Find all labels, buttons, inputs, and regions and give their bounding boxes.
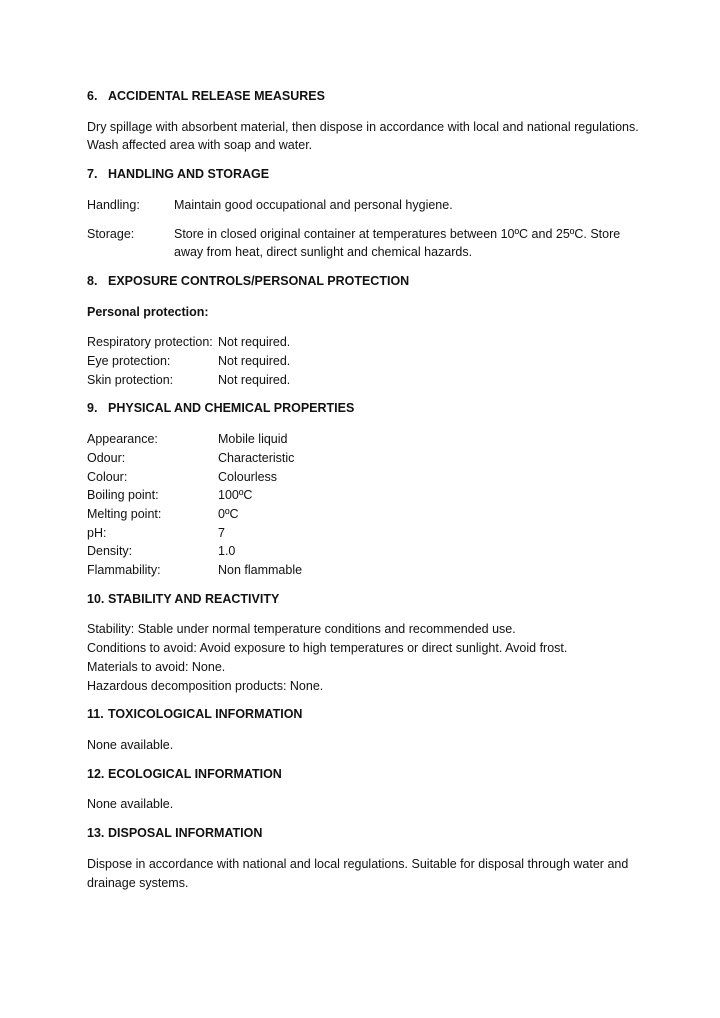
section-6-title: ACCIDENTAL RELEASE MEASURES bbox=[108, 89, 325, 103]
protection-row bbox=[87, 352, 647, 371]
section-12-text: None available. bbox=[87, 797, 174, 812]
section-13-title: DISPOSAL INFORMATION bbox=[108, 826, 263, 841]
storage-row bbox=[87, 225, 647, 262]
protection-row bbox=[87, 371, 647, 390]
protection-label: Eye protection: bbox=[87, 354, 171, 369]
section-12-heading bbox=[87, 765, 647, 784]
section-11-number: 11. bbox=[87, 707, 104, 722]
section-6-line-1: Dry spillage with absorbent material, then dispose in accordance with local and national regulations. bbox=[87, 119, 639, 134]
section-10-number: 10. bbox=[87, 591, 105, 606]
property-value: 100ºC bbox=[218, 488, 253, 503]
property-label: Flammability: bbox=[87, 563, 161, 578]
personal-protection-subheading: Personal protection: bbox=[87, 304, 209, 319]
property-row bbox=[87, 468, 647, 487]
handling-row bbox=[87, 196, 647, 215]
protection-value: Not required. bbox=[218, 372, 291, 387]
property-label: Density: bbox=[87, 544, 133, 559]
property-value: Colourless bbox=[218, 469, 278, 484]
section-12-title: ECOLOGICAL INFORMATION bbox=[108, 766, 282, 781]
handling-label: Handling: bbox=[87, 197, 140, 212]
property-row bbox=[87, 486, 647, 505]
section-8-title: EXPOSURE CONTROLS/PERSONAL PROTECTION bbox=[108, 273, 410, 288]
protection-value: Not required. bbox=[218, 354, 291, 369]
property-value: 0ºC bbox=[218, 506, 239, 521]
handling-value: Maintain good occupational and personal hygiene. bbox=[174, 197, 453, 212]
section-6-line-2: Wash affected area with soap and water. bbox=[87, 138, 313, 153]
section-13-number: 13. bbox=[87, 826, 105, 841]
property-row bbox=[87, 542, 647, 561]
property-row bbox=[87, 505, 647, 524]
property-label: Odour: bbox=[87, 450, 126, 465]
section-10-heading bbox=[87, 590, 647, 609]
storage-value-line-2: away from heat, direct sunlight and chemical hazards. bbox=[174, 245, 473, 260]
section-9-title: PHYSICAL AND CHEMICAL PROPERTIES bbox=[108, 401, 355, 416]
property-row bbox=[87, 524, 647, 543]
property-value: 1.0 bbox=[218, 544, 236, 559]
section-8-number: 8. bbox=[87, 273, 98, 288]
section-7-title: HANDLING AND STORAGE bbox=[108, 167, 270, 182]
section-6-heading bbox=[87, 87, 647, 106]
property-label: Appearance: bbox=[87, 432, 158, 447]
storage-label: Storage: bbox=[87, 226, 135, 241]
decomposition-line: Hazardous decomposition products: None. bbox=[87, 678, 324, 693]
materials-line: Materials to avoid: None. bbox=[87, 659, 226, 674]
protection-value: Not required. bbox=[218, 335, 291, 350]
conditions-line: Conditions to avoid: Avoid exposure to high temperatures or direct sunlight. Avoid frost. bbox=[87, 641, 568, 656]
property-row bbox=[87, 449, 647, 468]
property-label: Melting point: bbox=[87, 506, 162, 521]
property-row bbox=[87, 430, 647, 449]
property-label: Boiling point: bbox=[87, 488, 159, 503]
section-13-line-2: drainage systems. bbox=[87, 875, 189, 890]
property-label: Colour: bbox=[87, 469, 128, 484]
property-value: Mobile liquid bbox=[218, 432, 288, 447]
section-11-text: None available. bbox=[87, 737, 174, 752]
property-value: Non flammable bbox=[218, 563, 303, 578]
property-value: Characteristic bbox=[218, 450, 295, 465]
protection-label: Skin protection: bbox=[87, 372, 174, 387]
property-value: 7 bbox=[218, 525, 225, 540]
section-9-number: 9. bbox=[87, 401, 98, 416]
document-page bbox=[87, 87, 647, 892]
section-8-heading bbox=[87, 272, 647, 291]
section-9-heading bbox=[87, 399, 647, 418]
section-13-heading bbox=[87, 824, 647, 843]
section-11-heading bbox=[87, 705, 647, 724]
section-10-title: STABILITY AND REACTIVITY bbox=[108, 591, 280, 606]
section-11-title: TOXICOLOGICAL INFORMATION bbox=[108, 707, 303, 722]
protection-row bbox=[87, 333, 647, 352]
storage-value-line-1: Store in closed original container at temperatures between 10ºC and 25ºC. Store bbox=[174, 226, 621, 241]
section-13-line-1: Dispose in accordance with national and local regulations. Suitable for disposal through water and bbox=[87, 856, 629, 871]
section-7-heading bbox=[87, 165, 647, 184]
protection-label: Respiratory protection: bbox=[87, 335, 213, 350]
property-row bbox=[87, 561, 647, 580]
section-6-number: 6. bbox=[87, 89, 98, 103]
property-label: pH: bbox=[87, 525, 107, 540]
section-7-number: 7. bbox=[87, 167, 98, 182]
section-12-number: 12. bbox=[87, 766, 105, 781]
stability-line: Stability: Stable under normal temperature conditions and recommended use. bbox=[87, 622, 516, 637]
